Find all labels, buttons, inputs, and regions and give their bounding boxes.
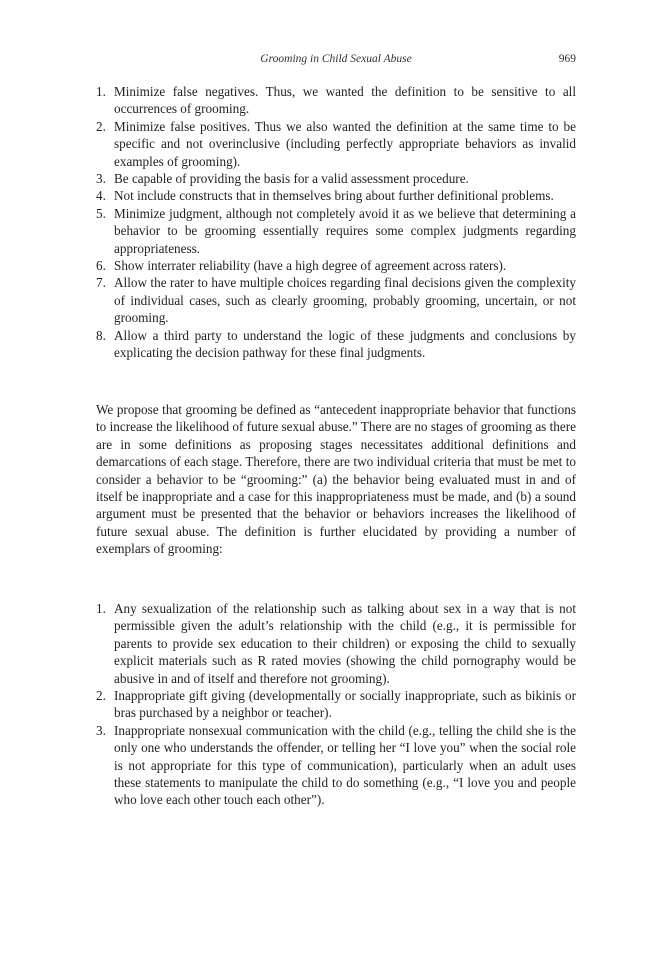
item-text: Allow a third party to understand the logic of these judgments and conclusions by explicating the decision pathway for these final judgments. [114, 327, 576, 361]
item-number: 4. [96, 188, 106, 204]
item-text: Minimize false negatives. Thus, we wanted the definition to be sensitive to all occurrences of grooming. [114, 84, 576, 117]
item-number: 2. [96, 118, 106, 134]
item-text: Inappropriate gift giving (developmentally or socially inappropriate, such as bikinis or bras purchased by a neighbor or teacher). [114, 688, 576, 721]
list-item [96, 687, 576, 722]
list-item [96, 722, 576, 809]
list-item [96, 170, 576, 187]
item-number: 2. [96, 688, 106, 704]
item-text: Minimize false positives. Thus we also wanted the definition at the same time to be specific and not overinclusive (including perfectly appropriate behaviors as invalid examples of grooming). [114, 118, 576, 169]
body-paragraph: We propose that grooming be defined as “antecedent inappropriate behavior that functions to increase the likelihood of future sexual abuse.” There are no stages of grooming as there are in some definitions as proposing stages necessitates additional definitions and demarcations of each stage. Therefore, there are two individual criteria that must be met to consider a behavior to be “grooming:” (a) the behavior being evaluated must in and of itself be inappropriate and a case for this inappropriateness must be made, and (b) a sound argument must be presented that the behavior or behaviors increases the likelihood of future sexual abuse. The definition is further elucidated by providing a number of exemplars of grooming: [96, 402, 576, 557]
list-item [96, 600, 576, 687]
item-number: 5. [96, 205, 106, 221]
list-item [96, 205, 576, 257]
list-item [96, 187, 576, 204]
item-number: 1. [96, 84, 106, 99]
item-number: 7. [96, 275, 106, 291]
item-text: Show interrater reliability (have a high degree of agreement across raters). [114, 258, 507, 274]
exemplar-list [96, 600, 576, 809]
running-head [96, 53, 576, 69]
page-number: 969 [558, 53, 576, 65]
item-number: 3. [96, 722, 106, 738]
list-item [96, 83, 576, 118]
item-number: 8. [96, 327, 106, 343]
list-item [96, 327, 576, 362]
item-number: 1. [96, 601, 106, 616]
list-item [96, 118, 576, 170]
item-text: Allow the rater to have multiple choices regarding final decisions given the complexity of individual cases, such as clearly grooming, probably grooming, uncertain, or not grooming. [114, 275, 576, 326]
list-item [96, 274, 576, 326]
criteria-list [96, 83, 576, 362]
item-number: 3. [96, 171, 106, 187]
item-text: Any sexualization of the relationship such as talking about sex in a way that is not permissible given the adult’s relationship with the child (e.g., it is permissible for parents to provide sex education to their children) or exposing the child to sexually explicit materials such as R rated movies (showing the child pornography would be abusive in and of itself and therefore not grooming). [114, 601, 576, 686]
item-text: Not include constructs that in themselves bring about further definitional problems. [114, 188, 554, 204]
item-text: Minimize judgment, although not completely avoid it as we believe that determining a behavior to be grooming essentially requires some complex judgments regarding appropriateness. [114, 205, 576, 256]
item-number: 6. [96, 258, 106, 274]
running-title: Grooming in Child Sexual Abuse [260, 53, 412, 65]
item-text: Be capable of providing the basis for a valid assessment procedure. [114, 171, 469, 187]
list-item [96, 257, 576, 274]
item-text: Inappropriate nonsexual communication with the child (e.g., telling the child she is the only one who understands the offender, or telling her “I love you” when the social role is not appropriate for this type of communication), particularly when an adult uses these statements to manipulate the child to do something (e.g., “I love you and people who love each other touch each other”). [114, 722, 576, 808]
